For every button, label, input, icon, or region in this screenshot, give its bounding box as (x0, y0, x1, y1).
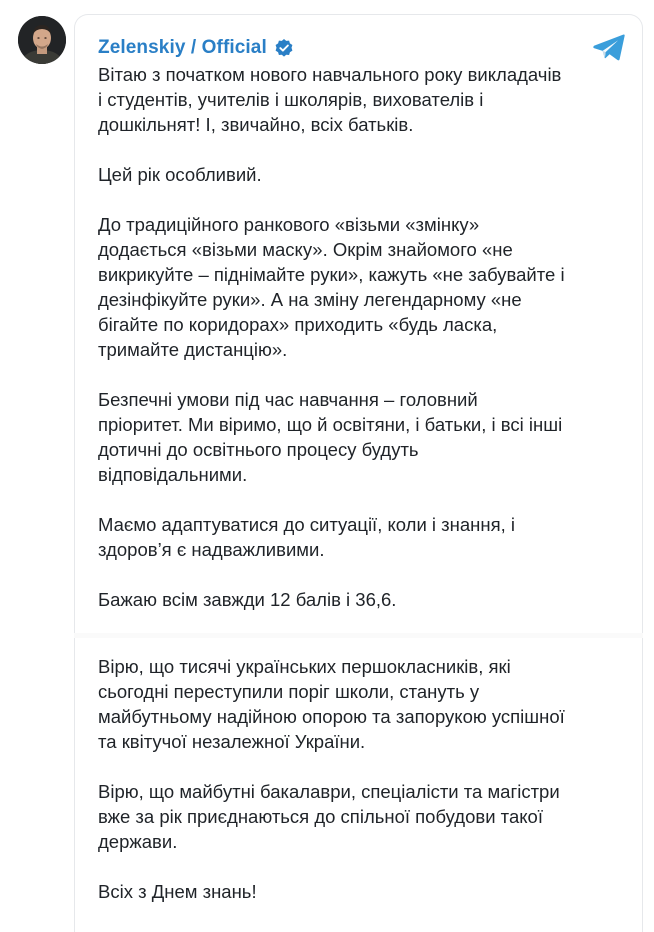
post-paragraph: Бажаю всім завжди 12 балів і 36,6. (98, 589, 397, 610)
post-header (98, 34, 294, 62)
post-paragraph: Вітаю з початком нового навчального року викладачів і студентів, учителів і школярів, вихователів і дошкільнят! І, звичайно, всіх батьків. (98, 64, 562, 135)
channel-name-link[interactable]: Zelenskiy / Official (98, 37, 267, 58)
post-paragraph: Всіх з Днем знань! (98, 881, 257, 902)
telegram-icon[interactable] (592, 32, 626, 62)
verified-badge-icon (274, 38, 294, 58)
post-paragraph: Цей рік особливий. (98, 164, 262, 185)
post-paragraph: Маємо адаптуватися до ситуації, коли і знання, і здоров’я є надважливими. (98, 514, 516, 560)
post-body-part1 (98, 62, 628, 612)
avatar-portrait-image (18, 16, 66, 64)
post-paragraph: До традиційного ранкового «візьми «змінку» додається «візьми маску». Окрім знайомого «не викрикуйте – піднімайте руки», кажуть «не забувайте і дезінфікуйте руки». А на зміну легендарному «не бігайте по коридорах» приходить «будь ласка, тримайте дистанцію». (98, 214, 565, 360)
post-body-part2 (98, 654, 628, 904)
channel-avatar[interactable] (18, 16, 66, 64)
post-paragraph: Вірю, що тисячі українських першокласників, які сьогодні переступили поріг школи, стануть у майбутньому надійною опорою та запорукою успішної та квітучої незалежної України. (98, 656, 565, 752)
post-paragraph: Вірю, що майбутні бакалаври, спеціалісти та магістри вже за рік приєднаються до спільної побудови такої держави. (98, 781, 560, 852)
post-paragraph: Безпечні умови під час навчання – головний пріоритет. Ми віримо, що й освітяни, і батьки, і всі інші дотичні до освітнього процесу будуть відповідальними. (98, 389, 563, 485)
